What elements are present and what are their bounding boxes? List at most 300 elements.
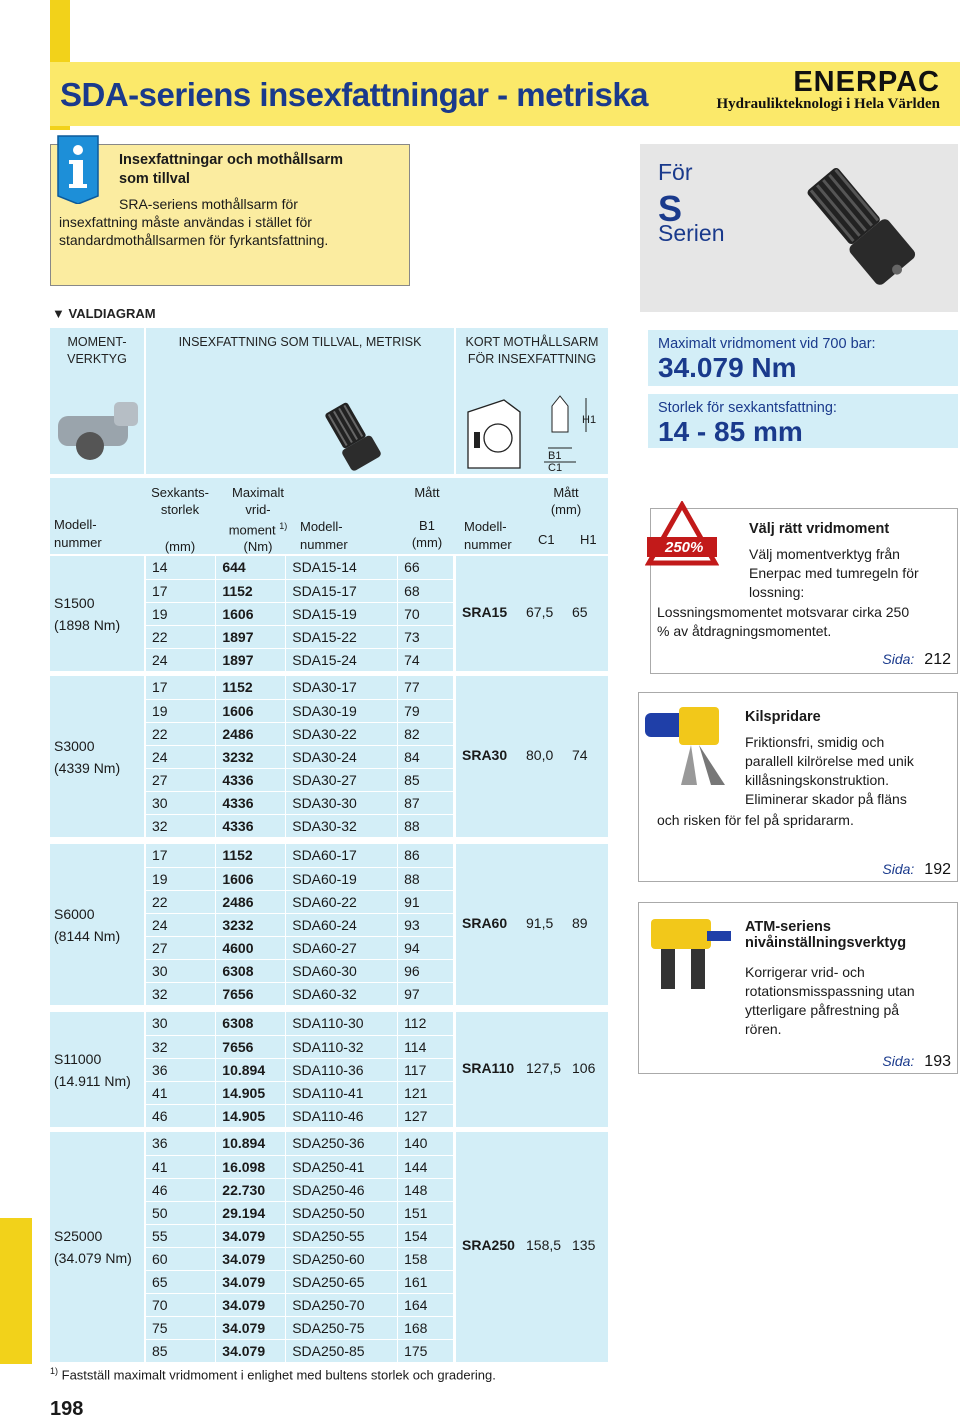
lbl-b1: B1 (419, 518, 435, 533)
max-torque-cell: 34.079 (216, 1247, 286, 1270)
model-number-cell: SDA250-41 (286, 1155, 398, 1178)
hex-size-cell: 22 (146, 722, 216, 745)
model-number-cell: SDA60-24 (286, 913, 398, 936)
info-box (50, 144, 410, 286)
hex-size-cell: 60 (146, 1247, 216, 1270)
max-torque-cell: 644 (216, 556, 286, 579)
arm-cell (456, 676, 608, 837)
hex-size-cell: 32 (146, 982, 216, 1005)
footnote (50, 1366, 496, 1382)
max-torque-cell: 7656 (216, 1035, 286, 1058)
hex-size-cell: 30 (146, 1012, 216, 1035)
max-torque-cell: 34.079 (216, 1224, 286, 1247)
model-number-cell: SDA15-17 (286, 579, 398, 602)
hex-size-cell: 27 (146, 768, 216, 791)
warning-triangle-icon (645, 501, 719, 575)
lbl-insex-model-2: nummer (300, 537, 348, 552)
insex-table (146, 556, 454, 672)
c1-value: 127,5 (526, 1059, 562, 1076)
model-number-cell: SDA30-17 (286, 676, 398, 699)
card2-page-ref[interactable] (882, 861, 951, 879)
col-moment-1: MOMENT- (67, 335, 127, 349)
hex-socket-photo (788, 154, 938, 304)
card3-sida-label: Sida: (882, 1053, 915, 1069)
hex-size-cell: 85 (146, 1339, 216, 1362)
lbl-matt-1: Mått (414, 485, 440, 500)
card2-text1: Friktionsfri, smidig och (745, 734, 885, 750)
model-number-cell: SDA110-41 (286, 1081, 398, 1104)
max-torque-cell: 4600 (216, 936, 286, 959)
model-number-cell: SDA250-36 (286, 1132, 398, 1155)
hex-size-cell: 24 (146, 648, 216, 671)
model-number-cell: SDA60-19 (286, 867, 398, 890)
group-model-cell (50, 1012, 144, 1127)
max-torque-cell: 34.079 (216, 1316, 286, 1339)
tool-torque: (34.079 Nm) (54, 1250, 132, 1266)
tool-model: S6000 (54, 905, 95, 922)
arm-cell (456, 844, 608, 1005)
hex-size-cell: 36 (146, 1132, 216, 1155)
b1-cell: 127 (398, 1104, 454, 1127)
card2-title: Kilspridare (745, 709, 821, 725)
for-label: För (658, 159, 693, 185)
card3-title1: ATM-seriens (745, 919, 831, 935)
b1-cell: 96 (398, 959, 454, 982)
hex-size-cell: 70 (146, 1293, 216, 1316)
card3-page-ref[interactable] (882, 1053, 951, 1071)
diagram-label-h1: H1 (582, 414, 597, 426)
card3-text1: Korrigerar vrid- och (745, 964, 865, 980)
b1-cell: 66 (398, 556, 454, 579)
b1-cell: 79 (398, 699, 454, 722)
card3-text3: ytterligare påfrestning på (745, 1002, 900, 1018)
model-number-cell: SDA250-46 (286, 1178, 398, 1201)
table-row (146, 676, 454, 699)
page-title: SDA-seriens insexfattningar - metriska (60, 76, 649, 113)
max-torque-cell: 1152 (216, 579, 286, 602)
h1-value: 89 (572, 914, 588, 931)
hex-size-cell: 19 (146, 699, 216, 722)
wedge-spreader-image (641, 693, 739, 789)
model-number-cell: SDA30-30 (286, 791, 398, 814)
info-text-line2: insexfattning måste användas i stället för (59, 214, 312, 230)
model-number-cell: SDA15-22 (286, 625, 398, 648)
c1-value: 67,5 (526, 603, 554, 620)
tool-model: S3000 (54, 737, 95, 754)
b1-cell: 112 (398, 1012, 454, 1035)
max-torque-cell: 1897 (216, 625, 286, 648)
table-row (146, 1224, 454, 1247)
hex-size-cell: 55 (146, 1224, 216, 1247)
hex-size-cell: 32 (146, 814, 216, 837)
b1-cell: 117 (398, 1058, 454, 1081)
table-row (146, 579, 454, 602)
b1-cell: 154 (398, 1224, 454, 1247)
b1-cell: 121 (398, 1081, 454, 1104)
lbl-matt-2-unit: (mm) (550, 502, 582, 517)
table-row (146, 1339, 454, 1362)
max-torque-cell: 3232 (216, 745, 286, 768)
card3-title2: nivåinställningsverktyg (745, 935, 907, 951)
lbl-modell-2: nummer (54, 535, 102, 550)
b1-cell: 88 (398, 814, 454, 837)
tool-torque: (8144 Nm) (54, 927, 121, 944)
card1-page-ref[interactable] (882, 651, 951, 669)
b1-cell: 164 (398, 1293, 454, 1316)
b1-cell: 151 (398, 1201, 454, 1224)
c1-value: 158,5 (526, 1237, 562, 1253)
hex-size-label: Storlek för sexkantsfattning: (658, 400, 837, 416)
info-card-wedge (638, 692, 958, 882)
logo-brand: ENERPAC (793, 66, 940, 98)
arm-model: SRA110 (462, 1059, 515, 1076)
table-row (146, 745, 454, 768)
card1-text4: Lossningsmomentet motsvarar cirka 250 (657, 604, 910, 620)
table-row (146, 1081, 454, 1104)
h1-value: 74 (572, 746, 588, 763)
h1-value: 106 (572, 1059, 596, 1076)
group-model-cell (50, 676, 144, 837)
lbl-max-3: moment (228, 522, 276, 538)
info-text-line1: SRA-seriens mothållsarm för (119, 196, 298, 212)
max-torque-cell: 3232 (216, 913, 286, 936)
b1-cell: 84 (398, 745, 454, 768)
group-model-cell (50, 556, 144, 671)
series-label: Serien (658, 220, 725, 246)
table-row (146, 890, 454, 913)
lbl-c1: C1 (538, 532, 555, 547)
h1-value: 135 (572, 1237, 596, 1253)
card2-text5: och risken för fel på spridararm. (657, 812, 854, 828)
table-row (146, 1132, 454, 1155)
card2-text2: parallell kilrörelse med unik (745, 753, 914, 769)
hex-size-cell: 30 (146, 959, 216, 982)
card3-text4: rören. (745, 1021, 782, 1037)
table-row (146, 936, 454, 959)
lbl-max-2: vrid- (245, 502, 271, 517)
hex-size-cell: 36 (146, 1058, 216, 1081)
b1-cell: 87 (398, 791, 454, 814)
arm-model: SRA250 (462, 1237, 515, 1253)
table-row (146, 1270, 454, 1293)
col-moment-2: VERKTYG (67, 352, 127, 366)
hex-size-cell: 46 (146, 1104, 216, 1127)
hex-size-value: 14 - 85 mm (658, 416, 803, 447)
max-torque-cell: 7656 (216, 982, 286, 1005)
model-number-cell: SDA30-22 (286, 722, 398, 745)
b1-cell: 73 (398, 625, 454, 648)
info-card-atm (638, 902, 958, 1074)
model-number-cell: SDA250-75 (286, 1316, 398, 1339)
b1-cell: 97 (398, 982, 454, 1005)
card1-text3: lossning: (749, 584, 805, 600)
footnote-sup: 1) (50, 1366, 59, 1376)
c1-value: 80,0 (526, 746, 554, 763)
b1-cell: 148 (398, 1178, 454, 1201)
hex-size-cell: 41 (146, 1081, 216, 1104)
logo-tagline: Hydraulikteknologi i Hela Världen (716, 96, 940, 112)
hex-size-cell: 19 (146, 602, 216, 625)
max-torque-spec (648, 330, 958, 386)
table-row (146, 913, 454, 936)
arm-cell (456, 1132, 608, 1362)
table-row (146, 768, 454, 791)
lbl-sexkant-2: storlek (160, 502, 200, 517)
b1-cell: 74 (398, 648, 454, 671)
table-row (146, 602, 454, 625)
lbl-max-sup: 1) (279, 521, 288, 531)
hex-size-cell: 65 (146, 1270, 216, 1293)
tool-torque: (1898 Nm) (54, 616, 121, 633)
info-title-line2: som tillval (119, 171, 190, 187)
card2-sida-label: Sida: (882, 861, 915, 877)
max-torque-cell: 10.894 (216, 1132, 286, 1155)
hex-size-cell: 22 (146, 890, 216, 913)
max-torque-label: Maximalt vridmoment vid 700 bar: (658, 336, 876, 352)
max-torque-cell: 34.079 (216, 1293, 286, 1316)
table-row (146, 1178, 454, 1201)
group-model-cell (50, 844, 144, 1005)
enerpac-logo (717, 68, 941, 113)
hex-size-cell: 17 (146, 844, 216, 867)
hex-size-cell: 41 (146, 1155, 216, 1178)
table-row (146, 1247, 454, 1270)
max-torque-cell: 16.098 (216, 1155, 286, 1178)
table-row (146, 959, 454, 982)
model-number-cell: SDA250-55 (286, 1224, 398, 1247)
lbl-sexkant-1: Sexkants- (151, 485, 209, 500)
b1-cell: 158 (398, 1247, 454, 1270)
card1-title: Välj rätt vridmoment (749, 521, 890, 537)
model-number-cell: SDA110-36 (286, 1058, 398, 1081)
hex-size-cell: 24 (146, 913, 216, 936)
hex-size-cell: 22 (146, 625, 216, 648)
col-kort-2: FÖR INSEXFATTNING (467, 352, 597, 366)
h1-value: 65 (572, 603, 588, 620)
hex-size-cell: 50 (146, 1201, 216, 1224)
info-card-torque (650, 508, 958, 674)
tool-model: S11000 (54, 1050, 102, 1067)
lbl-modell-1: Modell- (54, 517, 97, 532)
table-row (146, 814, 454, 837)
max-torque-cell: 4336 (216, 814, 286, 837)
max-torque-cell: 6308 (216, 1012, 286, 1035)
b1-cell: 70 (398, 602, 454, 625)
card1-sida-num: 212 (924, 651, 951, 668)
col-insex: INSEXFATTNING SOM TILLVAL, METRISK (178, 335, 422, 349)
section-label-text: VALDIAGRAM (68, 306, 156, 321)
model-number-cell: SDA250-65 (286, 1270, 398, 1293)
table-row (146, 982, 454, 1005)
tool-model: S25000 (54, 1228, 103, 1244)
table-row (146, 1293, 454, 1316)
table-row (146, 844, 454, 867)
info-title-line1: Insexfattningar och mothållsarm (119, 152, 343, 168)
max-torque-cell: 1606 (216, 867, 286, 890)
b1-cell: 86 (398, 844, 454, 867)
card1-text5: % av åtdragningsmomentet. (657, 623, 832, 639)
b1-cell: 161 (398, 1270, 454, 1293)
table-row (146, 1035, 454, 1058)
max-torque-cell: 14.905 (216, 1104, 286, 1127)
insex-table (146, 676, 454, 838)
arm-model: SRA15 (462, 603, 508, 620)
lbl-max-unit: (Nm) (243, 539, 273, 555)
info-text-line3: standardmothållsarmen för fyrkantsfattning. (59, 232, 329, 248)
max-torque-cell: 4336 (216, 791, 286, 814)
max-torque-cell: 10.894 (216, 1058, 286, 1081)
b1-cell: 85 (398, 768, 454, 791)
insex-header (146, 328, 454, 474)
b1-cell: 168 (398, 1316, 454, 1339)
table-row (146, 648, 454, 671)
max-torque-cell: 1606 (216, 699, 286, 722)
arm-cell (456, 1012, 608, 1127)
b1-cell: 144 (398, 1155, 454, 1178)
title-band (50, 62, 960, 126)
footnote-text: Fastställ maximalt vridmoment i enlighet med bultens storlek och gradering. (61, 1367, 496, 1383)
card1-sida-label: Sida: (882, 651, 915, 667)
lbl-h1: H1 (580, 532, 597, 547)
column-labels (50, 478, 608, 554)
diagram-label-b1: B1 (548, 450, 562, 462)
c1-value: 91,5 (526, 914, 554, 931)
b1-cell: 68 (398, 579, 454, 602)
hex-size-cell: 24 (146, 745, 216, 768)
b1-cell: 114 (398, 1035, 454, 1058)
model-number-cell: SDA15-14 (286, 556, 398, 579)
hex-size-cell: 14 (146, 556, 216, 579)
hex-size-cell: 30 (146, 791, 216, 814)
card2-text3: killåsningskonstruktion. (745, 772, 889, 788)
model-number-cell: SDA250-60 (286, 1247, 398, 1270)
lbl-sexkant-unit: (mm) (164, 539, 196, 554)
arm-model: SRA30 (462, 746, 508, 763)
table-row (146, 791, 454, 814)
arm-diagram (460, 392, 606, 474)
max-torque-cell: 1897 (216, 648, 286, 671)
arm-header (456, 328, 608, 474)
table-row (146, 1058, 454, 1081)
b1-cell: 82 (398, 722, 454, 745)
b1-cell: 91 (398, 890, 454, 913)
hex-size-cell: 75 (146, 1316, 216, 1339)
model-number-cell: SDA60-22 (286, 890, 398, 913)
card3-text2: rotationsmisspassning utan (745, 983, 915, 999)
model-number-cell: SDA60-27 (286, 936, 398, 959)
max-torque-cell: 1606 (216, 602, 286, 625)
badge-250: 250% (665, 539, 704, 556)
card1-text2: Enerpac med tumregeln för (749, 565, 919, 581)
lbl-max-1: Maximalt (231, 485, 284, 500)
max-torque-cell: 4336 (216, 768, 286, 791)
model-number-cell: SDA15-19 (286, 602, 398, 625)
table-row (146, 625, 454, 648)
for-series-box (640, 144, 958, 312)
insex-table (146, 844, 454, 1006)
model-number-cell: SDA110-32 (286, 1035, 398, 1058)
table-row (146, 722, 454, 745)
hex-size-spec (648, 394, 958, 448)
page-number: 198 (50, 1398, 84, 1420)
lbl-insex-model-1: Modell- (300, 519, 343, 534)
group-model-cell (50, 1132, 144, 1362)
b1-cell: 175 (398, 1339, 454, 1362)
lbl-arm-model-1: Modell- (464, 519, 507, 534)
tool-torque: (14.911 Nm) (54, 1072, 131, 1089)
max-torque-cell: 6308 (216, 959, 286, 982)
model-number-cell: SDA60-32 (286, 982, 398, 1005)
max-torque-cell: 34.079 (216, 1270, 286, 1293)
decorative-yellow-bar-bottom (0, 1218, 32, 1364)
b1-cell: 88 (398, 867, 454, 890)
table-row (146, 699, 454, 722)
hex-size-cell: 19 (146, 867, 216, 890)
section-label: ▼ VALDIAGRAM (52, 306, 156, 321)
card2-text4: Eliminerar skador på fläns (745, 791, 907, 807)
card2-sida-num: 192 (924, 861, 951, 878)
hex-size-cell: 17 (146, 676, 216, 699)
model-number-cell: SDA30-27 (286, 768, 398, 791)
tool-model: S1500 (54, 594, 95, 611)
hex-size-cell: 32 (146, 1035, 216, 1058)
insex-table (146, 1132, 454, 1363)
alignment-tool-image (641, 903, 739, 999)
max-torque-cell: 2486 (216, 722, 286, 745)
model-number-cell: SDA250-70 (286, 1293, 398, 1316)
max-torque-cell: 14.905 (216, 1081, 286, 1104)
lbl-b1-unit: (mm) (411, 535, 443, 550)
max-torque-cell: 34.079 (216, 1339, 286, 1362)
table-row (146, 1012, 454, 1035)
insex-table (146, 1012, 454, 1128)
hex-size-cell: 46 (146, 1178, 216, 1201)
info-icon (54, 134, 102, 204)
max-torque-cell: 1152 (216, 676, 286, 699)
model-number-cell: SDA250-85 (286, 1339, 398, 1362)
tool-torque: (4339 Nm) (54, 759, 121, 776)
lbl-arm-model-2: nummer (464, 537, 512, 552)
b1-cell: 77 (398, 676, 454, 699)
model-number-cell: SDA30-32 (286, 814, 398, 837)
card3-sida-num: 193 (924, 1053, 951, 1070)
torque-tool-image (50, 396, 144, 472)
hex-size-cell: 27 (146, 936, 216, 959)
b1-cell: 94 (398, 936, 454, 959)
model-number-cell: SDA110-46 (286, 1104, 398, 1127)
b1-cell: 140 (398, 1132, 454, 1155)
max-torque-cell: 2486 (216, 890, 286, 913)
model-number-cell: SDA60-17 (286, 844, 398, 867)
model-number-cell: SDA30-24 (286, 745, 398, 768)
model-number-cell: SDA250-50 (286, 1201, 398, 1224)
max-torque-cell: 1152 (216, 844, 286, 867)
series-letter: S (658, 188, 683, 229)
moment-tool-header (50, 328, 144, 474)
table-row (146, 1155, 454, 1178)
arm-model: SRA60 (462, 914, 508, 931)
max-torque-cell: 29.194 (216, 1201, 286, 1224)
table-row (146, 867, 454, 890)
max-torque-cell: 22.730 (216, 1178, 286, 1201)
table-row (146, 556, 454, 579)
diagram-label-c1: C1 (548, 462, 563, 474)
table-row (146, 1316, 454, 1339)
insex-socket-image (316, 398, 386, 472)
card1-text1: Välj momentverktyg från (749, 546, 900, 562)
col-kort-1: KORT MOTHÅLLSARM (465, 335, 599, 349)
table-row (146, 1201, 454, 1224)
